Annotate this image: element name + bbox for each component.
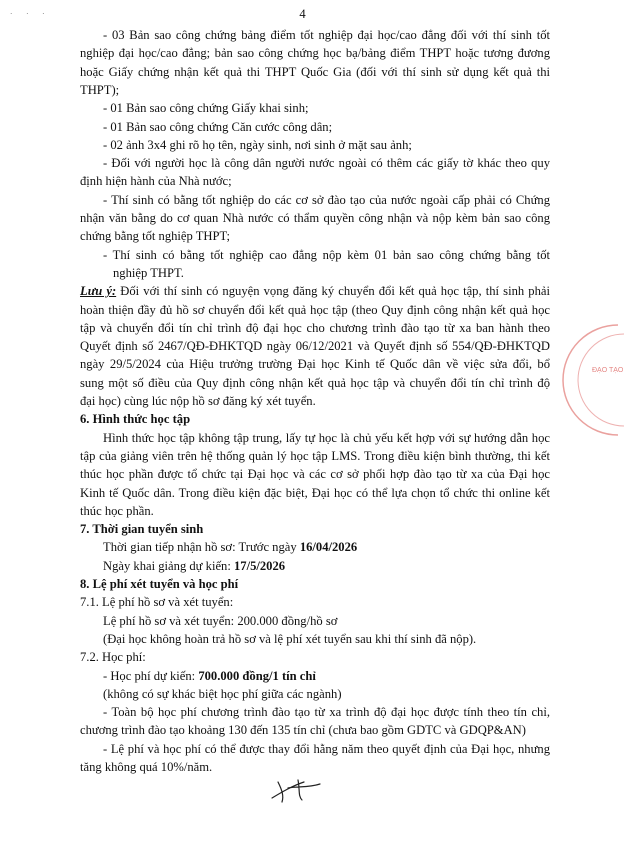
line-text: ngày 29/5/2024 của Hiệu trưởng trường Đại học Kinh tế Quốc dân về việc sửa đổi, bổ [80,357,550,372]
line-text: Quyết định số 2467/QĐ-ĐHKTQD ngày 06/12/2021 và Quyết định số 554/QĐ-ĐHKTQD [80,339,550,354]
line-text: nghiệp THPT. [113,265,184,280]
line-text: định hiện hành của Nhà nước; [80,174,232,189]
text-line [103,430,550,447]
page-number: 4 [299,7,306,21]
line-text: tập và chuyển đổi tín chỉ trình độ đại học cho chương trình đào tạo từ xa ban hành theo [80,320,550,335]
line-text: THPT); [80,82,120,97]
line-text: Kinh tế Quốc dân. Trong điều kiện đặc biệt, Đại học có thể lựa chọn tổ chức thi online kết [80,485,550,500]
text-line [103,100,550,117]
line-text: 6. Hình thức học tập [80,412,191,427]
line-text: hoàn thiện đầy đủ hồ sơ chuyển đổi kết quả học tập (theo Quy định công nhận kết quả học [80,302,550,317]
line-text: 7.2. Học phí: [80,650,146,665]
red-stamp-fragment [578,320,638,440]
stamp-text: ĐẠO TẠO [592,367,624,374]
text-line [80,594,550,611]
text-line [80,356,550,373]
text-line [80,82,550,99]
text-line [103,668,550,685]
line-text: đại học) cùng lúc nộp hồ sơ đăng ký xét tuyển. [80,394,316,408]
line-text: tập của giảng viên trên hệ thống quản lý học tập LMS. Trong điều kiện bình thường, thi kết [80,448,550,463]
text-line [80,45,550,62]
text-line [80,210,550,227]
text-line [103,247,550,264]
line-text: 7. Thời gian tuyển sinh [80,522,204,537]
text-line [103,137,550,154]
text-line [103,192,550,209]
line-text: hoặc Giấy chứng nhận kết quả thi THPT Quốc Gia (đối với thí sinh sử dụng kết quả thi [80,64,550,79]
text-line [103,613,550,630]
text-line [103,631,550,648]
text-line [80,722,550,739]
text-line [80,521,550,538]
text-line [80,411,550,428]
note-label: Lưu ý: [80,284,117,299]
line-text: - 01 Bản sao công chứng Giấy khai sinh; [103,101,309,116]
line-text: nghiệp đại học/cao đẳng; bản sao công chứng học bạ/bảng điểm THPT hoặc tương đương [80,46,550,61]
text-line [103,155,550,172]
emphasis-value: 700.000 đồng/1 tín chỉ [198,668,316,683]
line-text: (Đại học không hoàn trả hồ sơ và lệ phí xét tuyển sau khi thí sinh đã nộp). [103,631,477,646]
text-line [80,466,550,483]
line-text: - 01 Bản sao công chứng Căn cước công dân; [103,119,333,134]
line-text: (không có sự khác biệt học phí giữa các ngành) [103,686,342,701]
text-line [103,558,550,575]
text-line [80,338,550,355]
line-text: 7.1. Lệ phí hồ sơ và xét tuyển: [80,595,234,610]
line-text: - 02 ảnh 3x4 ghi rõ họ tên, ngày sinh, nơi sinh ở mặt sau ảnh; [103,137,412,152]
text-line [80,375,550,392]
text-line [103,741,550,758]
text-line [80,448,550,465]
handwritten-initials [268,772,328,806]
line-text: - 03 Bản sao công chứng bảng điểm tốt nghiệp đại học/cao đẳng đối với thí sinh tốt [103,28,550,42]
line-text: 8. Lệ phí xét tuyển và học phí [80,577,239,591]
line-text: nhận văn bằng do cơ quan Nhà nước có thẩm quyền công nhận và nộp kèm bản sao công [80,211,550,225]
emphasis-value: 16/04/2026 [299,540,358,555]
text-line [80,64,550,81]
line-text: - Học phí dự kiến: [103,668,199,683]
emphasis-value: 17/5/2026 [234,558,286,573]
text-line [80,302,550,319]
line-text: - Toàn bộ học phí chương trình đào tạo từ xa trình độ đại học được tính theo tín chỉ, [103,705,550,720]
line-text: thúc học phần. [80,503,154,518]
line-text: chứng bằng tốt nghiệp THPT; [80,229,231,244]
text-line [80,503,550,520]
scan-specks: · · · [10,10,51,18]
text-line [103,539,550,556]
line-text: Đối với thí sinh có nguyện vọng đăng ký chuyển đổi kết quả học tập, thí sinh phải [120,284,550,299]
text-line [80,228,550,245]
line-text: - Thí sinh có bằng tốt nghiệp cao đẳng nộp kèm 01 bản sao công chứng bằng tốt [103,247,550,262]
text-line [80,283,550,300]
text-line [113,265,550,282]
text-line [80,485,550,502]
line-text: tăng không quá 10%/năm. [80,760,213,774]
text-line [103,704,550,721]
line-text: thúc học phần được tổ chức tại Đại học và các cơ sở phối hợp đào tạo từ xa của Đại học [80,467,550,482]
text-line [80,393,550,410]
line-text: Hình thức học tập không tập trung, lấy tự học là chủ yếu kết hợp với sự hướng dẫn học [103,430,550,445]
line-text: Thời gian tiếp nhận hồ sơ: Trước ngày [103,540,300,555]
text-line [80,320,550,337]
line-text: - Đối với người học là công dân người nước ngoài có thêm các giấy tờ khác theo quy [103,156,550,171]
text-line [103,27,550,44]
line-text: - Lệ phí và học phí có thể được thay đổi hằng năm theo quyết định của Đại học, nhưng [103,741,550,756]
text-line [80,576,550,593]
line-text: sung một số điều của Quy định công nhận kết quả học tập và chuyển đổi tín chỉ trình độ [80,375,550,390]
text-line [103,119,550,136]
line-text: Ngày khai giảng dự kiến: [103,558,234,573]
line-text: Lệ phí hồ sơ và xét tuyển: 200.000 đồng/hồ sơ [103,613,338,628]
text-line [80,173,550,190]
text-line [103,686,550,703]
text-line [80,649,550,666]
line-text: - Thí sinh có bằng tốt nghiệp do các cơ sở đào tạo của nước ngoài cấp phải có Chứng [103,192,550,207]
line-text: chương trình đào tạo khoảng 130 đến 135 tín chỉ (chưa bao gồm GDTC và GDQP&AN) [80,723,526,738]
